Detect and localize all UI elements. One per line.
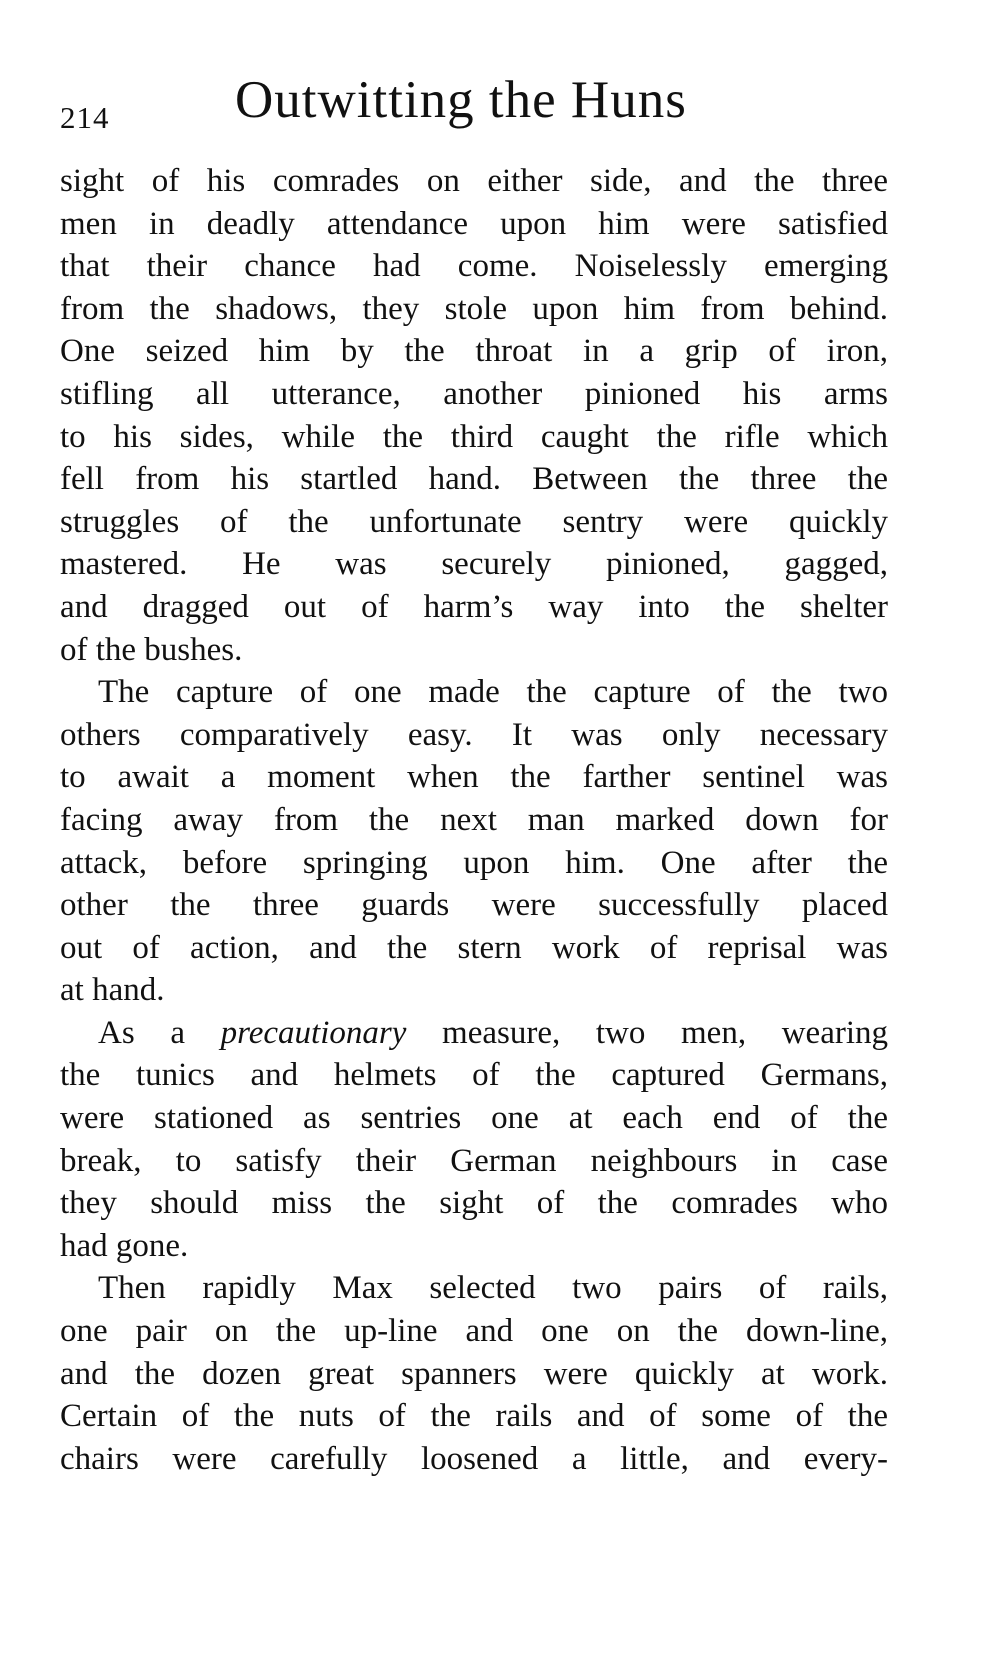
text-line: of the bushes. xyxy=(60,631,243,668)
paragraph-first-line: The capture of one made the capture of the two xyxy=(98,674,888,711)
text-line: Certain of the nuts of the rails and of some of the xyxy=(60,1398,888,1435)
text-line: that their chance had come. Noiselessly emerging xyxy=(60,248,888,285)
body-text xyxy=(60,160,888,1480)
text-line: mastered. He was securely pinioned, gagged, xyxy=(60,546,888,583)
text-line: to await a moment when the farther sentinel was xyxy=(60,759,888,796)
page-header xyxy=(60,70,890,150)
text-line: men in deadly attendance upon him were satisfied xyxy=(60,205,888,242)
text-line: others comparatively easy. It was only necessary xyxy=(60,716,888,753)
text-line: from the shadows, they stole upon him from behind. xyxy=(60,290,888,327)
text-line: chairs were carefully loosened a little, and every- xyxy=(60,1440,888,1477)
text-line: out of action, and the stern work of reprisal was xyxy=(60,929,888,966)
text-line: the tunics and helmets of the captured Germans, xyxy=(60,1057,888,1094)
paragraph-first-line: Then rapidly Max selected two pairs of rails, xyxy=(98,1270,888,1307)
text-line: and the dozen great spanners were quickly at work. xyxy=(60,1355,888,1392)
text-line: they should miss the sight of the comrades who xyxy=(60,1185,888,1222)
italic-text-run: precautionary xyxy=(220,1014,407,1051)
text-line: and dragged out of harm’s way into the shelter xyxy=(60,588,888,625)
text-line: were stationed as sentries one at each end of the xyxy=(60,1100,888,1137)
text-line: one pair on the up-line and one on the down-line, xyxy=(60,1313,888,1350)
text-run: As a xyxy=(98,1014,221,1051)
running-title: Outwitting the Huns xyxy=(235,71,687,129)
text-line: had gone. xyxy=(60,1227,189,1264)
text-run: measure, two men, wearing xyxy=(406,1014,888,1051)
text-line: facing away from the next man marked down for xyxy=(60,801,888,838)
text-line: break, to satisfy their German neighbours in case xyxy=(60,1142,888,1179)
text-line: to his sides, while the third caught the rifle which xyxy=(60,418,888,455)
text-line: struggles of the unfortunate sentry were quickly xyxy=(60,503,888,540)
text-line: at hand. xyxy=(60,972,165,1009)
paragraph-first-line xyxy=(60,1012,888,1055)
text-line: sight of his comrades on either side, and the three xyxy=(60,163,888,199)
text-line: One seized him by the throat in a grip of iron, xyxy=(60,333,888,370)
text-line: attack, before springing upon him. One after the xyxy=(60,844,888,881)
text-line: other the three guards were successfully placed xyxy=(60,887,888,924)
text-line: fell from his startled hand. Between the three the xyxy=(60,461,888,498)
text-line: stifling all utterance, another pinioned his arms xyxy=(60,375,888,412)
page-number: 214 xyxy=(60,100,110,135)
